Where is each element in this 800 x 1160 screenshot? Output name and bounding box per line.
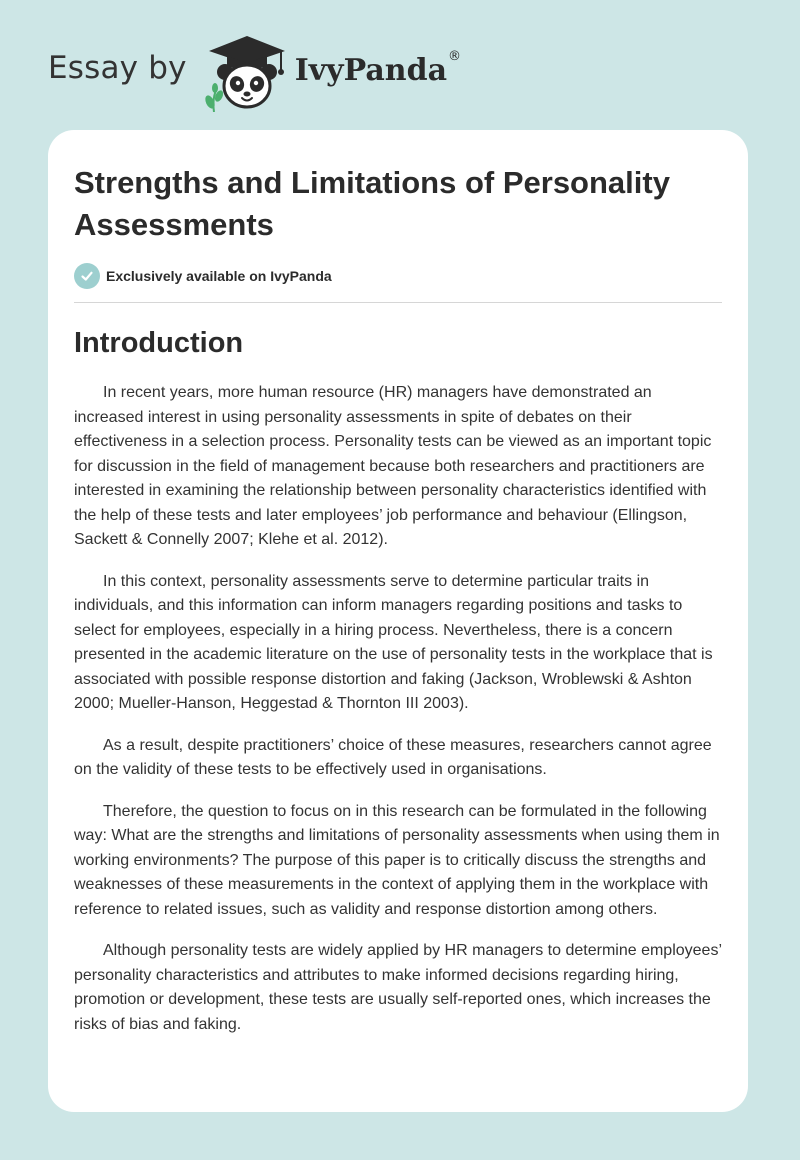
- essay-title: Strengths and Limitations of Personality Assessments: [74, 165, 670, 242]
- brand-prefix: Essay by: [48, 50, 187, 86]
- divider: [74, 302, 722, 303]
- brand-header: [48, 32, 461, 112]
- exclusive-badge: [74, 262, 722, 290]
- paragraph: Therefore, the question to focus on in this research can be formulated in the following way: What are the strengths and limitations of personality assessments when using them in working environments? The purpose of this paper is to critically discuss the strengths and weaknesses of these measurements in the context of applying them in the workplace with reference to related issues, such as validity and response distortion among others.: [74, 802, 720, 918]
- section-heading: Introduction: [74, 327, 244, 359]
- panda-graduate-logo-icon[interactable]: [201, 32, 293, 112]
- badge-text: Exclusively available on IvyPanda: [106, 268, 332, 284]
- check-icon: [74, 263, 100, 289]
- essay-card: [48, 130, 748, 1112]
- paragraph: Although personality tests are widely applied by HR managers to determine employees’ personality characteristics and attributes to make informed decisions regarding hiring, promotion or development, these tests are usually self-reported ones, which increases the risks of bias and faking.: [74, 942, 722, 1033]
- registered-mark: ®: [448, 48, 462, 64]
- paragraph: In this context, personality assessments serve to determine particular traits in individuals, and this information can inform managers regarding positions and tasks to select for employees, especially in a hiring process. Nevertheless, there is a concern presented in the academic literature on the use of personality tests in the workplace that is associated with possible response distortion and faking (Jackson, Wroblewski & Ashton 2000; Mueller-Hanson, Heggestad & Thornton III 2003).: [74, 572, 713, 712]
- paragraph: As a result, despite practitioners’ choice of these measures, researchers cannot agree on the validity of these tests to be effectively used in organisations.: [74, 736, 712, 778]
- paragraph: In recent years, more human resource (HR) managers have demonstrated an increased interest in using personality assessments in spite of debates on their effectiveness in a selection process. Personality tests can be viewed as an important topic for discussion in the field of management because both researchers and practitioners are interested in examining the relationship between personality characteristics identified with the help of these tests and later employees’ job performance and behaviour (Ellingson, Sackett & Connelly 2007; Klehe et al. 2012).: [74, 384, 712, 548]
- brand-name[interactable]: IvyPanda: [294, 52, 448, 88]
